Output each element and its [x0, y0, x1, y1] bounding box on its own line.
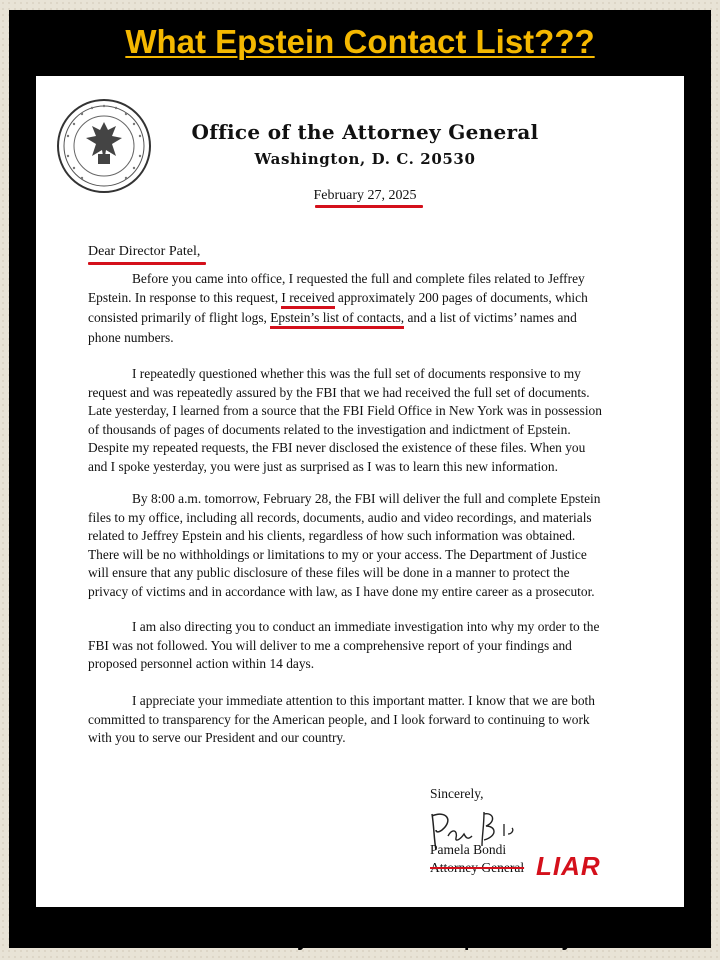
p1-text: Epstein. In response to this request, — [88, 289, 282, 305]
salutation: Dear Director Patel, — [88, 244, 201, 259]
p1-text: and a list of victims’ names and — [404, 309, 577, 325]
paragraph-3 — [88, 490, 644, 602]
p2-line: I repeatedly questioned whether this was the full set of documents responsive to my — [132, 366, 581, 381]
p3-line: By 8:00 a.m. tomorrow, February 28, the FBI will deliver the full and complete Epstein — [132, 491, 601, 506]
doj-seal-icon — [56, 98, 152, 194]
paragraph-2 — [88, 365, 644, 477]
p2-line: request and was repeatedly assured by the FBI that we had received the full set of documents. — [88, 384, 590, 400]
p3-line: There will be no withholdings or limitations to my or your access. The Department of Justice — [88, 546, 587, 562]
p1-line: phone numbers. — [88, 329, 174, 345]
p1-line — [88, 309, 644, 329]
date-underline — [315, 205, 423, 208]
p5-line: committed to transparency for the American people, and I look forward to continuing to work — [88, 711, 590, 727]
footer-caption: Welcome to Democracy 2025 ... Counterpoint4.bsky.social — [88, 929, 632, 951]
headline: What Epstein Contact List??? — [125, 23, 595, 60]
paragraph-4 — [88, 618, 644, 674]
closing: Sincerely, — [430, 786, 484, 801]
p2-line: Despite my repeated requests, the FBI never disclosed the existence of these files. When you — [88, 440, 586, 456]
liar-annotation: LIAR — [536, 851, 601, 881]
p3-line: related to Jeffrey Epstein and his clients, regardless of how such information was obtained. — [88, 528, 576, 544]
paragraph-1 — [88, 270, 644, 347]
letter-date: February 27, 2025 — [313, 188, 417, 203]
p4-line: I am also directing you to conduct an immediate investigation into why my order to the — [132, 619, 600, 634]
p2-line: Late yesterday, I learned from a source that the FBI Field Office in New York was in possession — [88, 403, 602, 419]
p5-line: with you to serve our President and our country. — [88, 730, 346, 746]
p2-line: of thousands of pages of documents related to the investigation and indictment of Epstein. — [88, 421, 571, 437]
p1-line — [88, 289, 644, 309]
p4-line: proposed personnel action within 14 days. — [88, 656, 315, 672]
office-address: Washington, D. C. 20530 — [254, 150, 476, 168]
paragraph-5 — [88, 692, 644, 748]
highlight-contacts: Epstein’s list of contacts, — [270, 310, 404, 329]
p1-line: Before you came into office, I requested the full and complete files related to Jeffrey — [132, 271, 585, 286]
p4-line: FBI was not followed. You will deliver to me a comprehensive report of your findings and — [88, 637, 572, 653]
signer-title-struck: Attorney General — [430, 860, 525, 875]
office-title: Office of the Attorney General — [191, 120, 539, 144]
salutation-underline — [88, 262, 206, 265]
p3-line: files to my office, including all records, documents, audio and video recordings, and materials — [88, 509, 592, 525]
p1-text: consisted primarily of flight logs, — [88, 309, 271, 325]
signer-name: Pamela Bondi — [430, 842, 507, 857]
p1-text: approximately 200 pages of documents, which — [334, 289, 588, 305]
p5-line: I appreciate your immediate attention to this important matter. I know that we are both — [132, 693, 595, 708]
p3-line: privacy of victims and in accordance with law, as I have done my entire career as a prosecutor. — [88, 583, 595, 599]
highlight-received: I received — [281, 290, 334, 309]
p2-line: and I spoke yesterday, you were just as surprised as I was to learn this new information. — [88, 458, 558, 474]
p3-line: will ensure that any public disclosure of these files will be done in a manner to protect the — [88, 565, 570, 581]
